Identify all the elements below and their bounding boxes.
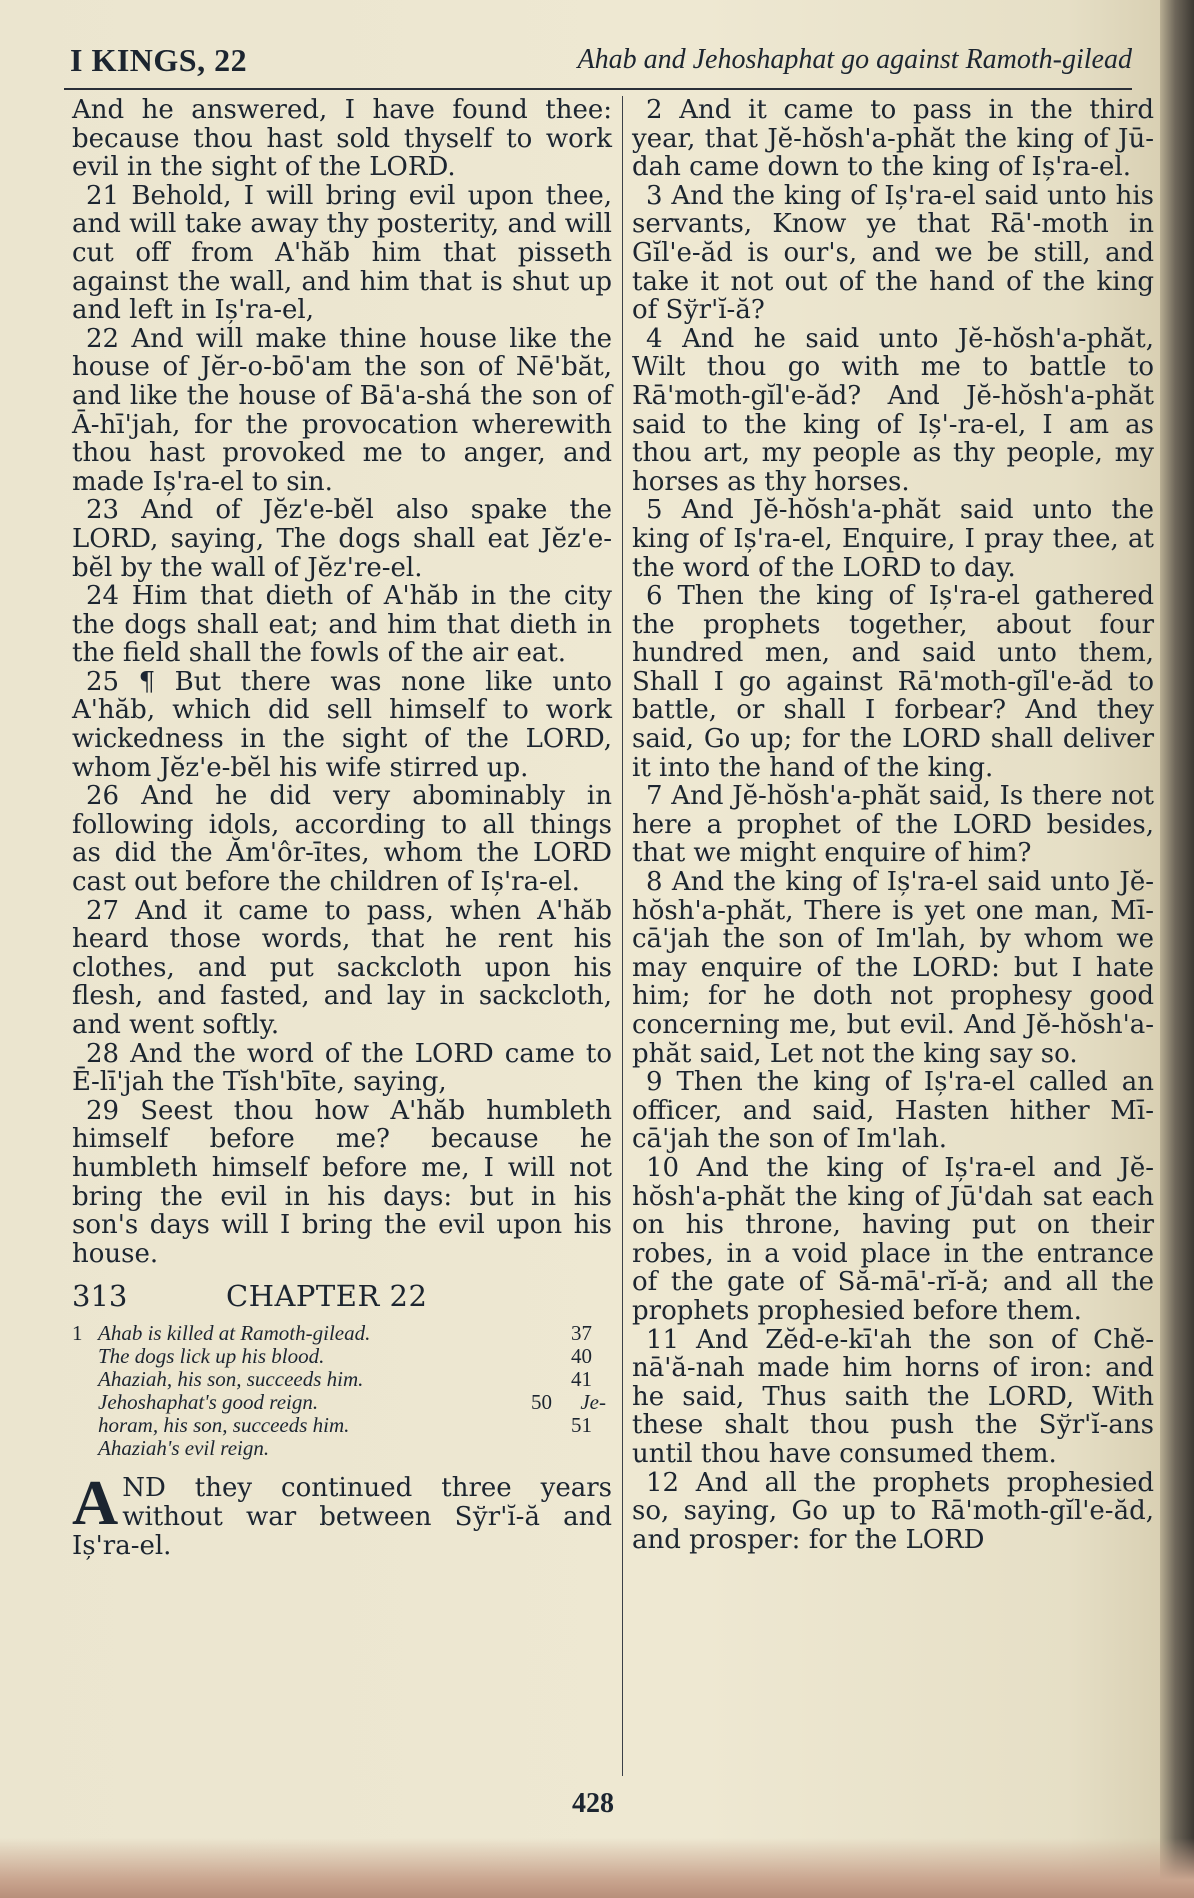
chapter-title: CHAPTER 22 — [226, 1279, 428, 1314]
verse-21: 21 Behold, I will bring evil upon thee, and will take away thy posterity, and will cut off from A'hăb him that pisseth against the wall, and him that is shut up and left in Iș'ra-el, — [72, 180, 612, 326]
verse-26: 26 And he did very abominably in following idols, according to all things as did the Ăm'ôr-ītes, whom the LORD cast out before the children of Iș'ra-el. — [72, 781, 612, 898]
summary-row: Jehoshaphat's good reign. 50 Je- — [98, 1390, 606, 1415]
verse-24: 24 Him that dieth of A'hăb in the city the dogs shall eat; and him that dieth in the field shall the fowls of the air eat. — [72, 581, 612, 669]
verse-10: 10 And the king of Iș'ra-el and Jĕ-hŏsh'a-phăt the king of Jū'dah sat each on his throne, having put on their robes, in a void place in the entrance of the gate of Să-mā'-rĭ-ă; and all the prophets prophesied before them. — [632, 1152, 1154, 1326]
verse-27: 27 And it came to pass, when A'hăb heard those words, that he rent his clothes, and put sackcloth upon his flesh, and fasted, and lay in sackcloth, and went softly. — [72, 895, 612, 1040]
book-spine-shadow — [1160, 0, 1194, 1898]
chapter-summary — [72, 1322, 612, 1460]
verse-8: 8 And the king of Iș'ra-el said unto Jĕ-hŏsh'a-phăt, There is yet one man, Mī-cā'jah the son of Im'lah, by whom we may enquire of the LORD: but I hate him; for he doth not prophesy good concerning me, but evil. And Jĕ-hŏsh'a-phăt said, Let not the king say so. — [632, 867, 1154, 1069]
verse-25: 25 ¶ But there was none like unto A'hăb, which did sell himself to work wickedness in the sight of the LORD, whom Jĕz'e-bĕl his wife stirred up. — [72, 666, 612, 783]
book-chapter-label: I KINGS, 22 — [70, 42, 248, 78]
column-divider — [622, 96, 623, 1776]
running-title: Ahab and Jehoshaphat go against Ramoth-gilead — [577, 44, 1132, 75]
verse-20-tail: And he answered, I have found thee: because thou hast sold thyself to work evil in the sight of the LORD. — [72, 95, 612, 183]
verse-12: 12 And all the prophets prophesied so, saying, Go up to Rā'moth-gĭl'e-ăd, and prosper: for the LORD — [632, 1467, 1154, 1555]
summary-row: horam, his son, succeeds him. 51 — [98, 1413, 592, 1438]
chapter-ref-number: 313 — [72, 1279, 128, 1314]
summary-row: The dogs lick up his blood. 40 — [98, 1344, 592, 1369]
verse-1-text: ND they continued three years without war between Sўr'ĭ-ă and Iș'ra-el. — [72, 1473, 612, 1561]
drop-cap: A — [72, 1467, 119, 1539]
summary-row: 1 Ahab is killed at Ramoth-gilead. 37 — [72, 1321, 592, 1346]
right-column — [632, 96, 1154, 1554]
verse-11: 11 And Zĕd-e-kī'ah the son of Chĕ-nā'ă-nah made him horns of iron: and he said, Thus saith the LORD, With these shalt thou push the Sўr'ĭ-ans until thou have consumed them. — [632, 1324, 1154, 1469]
page-number: 428 — [572, 1788, 614, 1819]
left-column — [72, 96, 612, 1560]
verse-6: 6 Then the king of Iș'ra-el gathered the prophets together, about four hundred men, and said unto them, Shall I go against Rā'moth-gĭl'e-ăd to battle, or shall I forbear? And they said, Go up; for the LORD shall deliver it into the hand of the king. — [632, 581, 1154, 783]
verse-1 — [72, 1467, 612, 1561]
verse-22: 22 And will make thine house like the house of Jĕr-o-bō'am the son of Nē'băt, and like the house of Bā'a-shá the son of Ā-hī'jah, for the provocation wherewith thou hast provoked me to anger, and made Iș'ra-el to sin. — [72, 323, 612, 497]
verse-3: 3 And the king of Iș'ra-el said unto his servants, Know ye that Rā'-moth in Gĭl'e-ăd is our's, and we be still, and take it not out of the hand of the king of Sўr'ĭ-ă? — [632, 180, 1154, 326]
verse-4: 4 And he said unto Jĕ-hŏsh'a-phăt, Wilt thou go with me to battle to Rā'moth-gĭl'e-ăd? And Jĕ-hŏsh'a-phăt said to the king of Iș'-ra-el, I am as thou art, my people as thy people, my horses as thy horses. — [632, 323, 1154, 497]
verse-7: 7 And Jĕ-hŏsh'a-phăt said, Is there not here a prophet of the LORD besides, that we might enquire of him? — [632, 781, 1154, 869]
chapter-heading — [72, 1279, 612, 1316]
running-header — [64, 36, 1132, 90]
summary-row: Ahaziah, his son, succeeds him. 41 — [98, 1367, 592, 1392]
verse-9: 9 Then the king of Iș'ra-el called an officer, and said, Hasten hither Mī-cā'jah the son of Im'lah. — [632, 1067, 1154, 1155]
summary-row: Ahaziah's evil reign. — [98, 1436, 270, 1461]
verse-2: 2 And it came to pass in the third year, that Jĕ-hŏsh'a-phăt the king of Jū-dah came down to the king of Iș'ra-el. — [632, 95, 1154, 183]
verse-29: 29 Seest thou how A'hăb humbleth himself before me? because he humbleth himself before me, I will not bring the evil in his days: but in his son's days will I bring the evil upon his house. — [72, 1095, 612, 1269]
verse-23: 23 And of Jĕz'e-bĕl also spake the LORD, saying, The dogs shall eat Jĕz'e-bĕl by the wall of Jĕz're-el. — [72, 495, 612, 583]
verse-28: 28 And the word of the LORD came to Ē-lī'jah the Tĭsh'bīte, saying, — [72, 1038, 612, 1098]
verse-5: 5 And Jĕ-hŏsh'a-phăt said unto the king of Iș'ra-el, Enquire, I pray thee, at the word of the LORD to day. — [632, 495, 1154, 583]
page-bottom-edge — [0, 1838, 1194, 1898]
